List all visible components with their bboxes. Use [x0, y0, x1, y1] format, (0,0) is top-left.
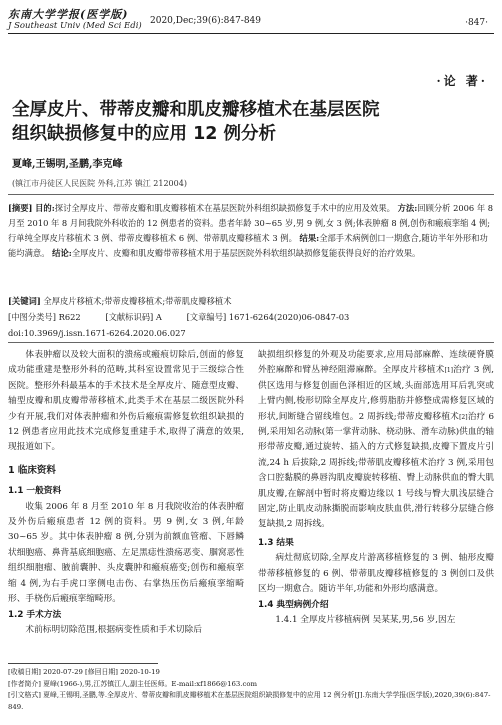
right-column [258, 348, 494, 628]
document-code: [文献标识码] A [105, 312, 162, 322]
methods-text-c: 治疗 6 例,采用知名动脉(第一掌背动脉、桡动脉、滑车动脉)供血的轴形带蒂皮瓣,通过旋转、插入的方式修复缺损,皮瓣下置皮片引流,24 h 后拔除,2 周拆线;带蒂肌皮瓣移植术治疗 3 例,采用包含口腔黏膜的鼻唇沟肌皮瓣旋转移植、臀上动脉供血的臀大肌肌皮瓣,在解剖中暂时将皮瓣边缘以 1 号线与臀大肌浅层缝合固定,防止肌皮动脉撕脱而影响皮肤血供,滑行转移分层缝合修复缺损,2 周拆线。 [258, 411, 494, 530]
subsection-heading-1-2: 1.2 手术方法 [8, 609, 62, 620]
keywords [8, 294, 494, 309]
classification [8, 311, 494, 323]
paragraph-1-2: 术前标明切除范围,根据病变性质和手术切除后 [25, 624, 202, 635]
footnote-rule [8, 663, 158, 664]
conclusion-label: 结论: [52, 248, 72, 258]
objective-text: 探讨全厚皮片、带蒂皮瓣和肌皮瓣移植术在基层医院外科组织缺损修复手术中的应用及效果。 [54, 203, 395, 213]
conclusion-text: 全厚皮片、皮瓣和肌皮瓣带蒂移植术用于基层医院外科软组织缺损修复能获得良好的治疗效果。 [71, 248, 421, 258]
footnote-author: [作者简介] 夏峰(1966-),男,江苏镇江人,副主任医师。E-mail:xf1866@163.com [8, 679, 258, 688]
citation-1[interactable]: [1] [444, 367, 453, 375]
journal-title-en: J Southeast Univ (Med Sci Edi) [8, 21, 142, 31]
keywords-text: 全厚皮片移植术;带蒂皮瓣移植术;带蒂肌皮瓣移植术 [43, 296, 232, 306]
doi[interactable]: doi:10.3969/j.issn.1671-6264.2020.06.027 [8, 328, 186, 338]
citation-2[interactable]: [2] [459, 413, 468, 421]
subsection-heading-1-3: 1.3 结果 [258, 537, 294, 548]
title-line-1: 全厚皮片、带蒂皮瓣和肌皮瓣移植术在基层医院 [12, 100, 380, 120]
objective-label: 目的: [35, 203, 55, 213]
footnote-dates: [收稿日期] 2020-07-29 [修回日期] 2020-10-19 [8, 668, 160, 676]
methods-text-b: 治疗 3 例,供区选用与修复创面色泽相近的区域,头面部选用耳后乳突或上臂内侧,梭形切除全厚皮片,修剪脂肪并修整成需修复区域的形状,间断缝合留线堆包。2 周拆线;带蒂皮瓣移植术 [258, 365, 495, 422]
abstract [8, 201, 494, 261]
abstract-rule-bottom [8, 342, 494, 343]
footnote-citation: [引文格式] 夏峰,王锡明,圣鹏,等.全厚皮片、带蒂皮瓣和肌皮瓣移植术在基层医院组织缺损修复中的应用 12 例分析[J].东南大学学报(医学版),2020,39(6):847-849. [8, 691, 491, 711]
method-label: 方法: [397, 203, 418, 213]
intro-paragraph: 体表肿瘤以及较大面积的溃疡或瘢痕切除后,创面的修复成功能重建是整形外科的范畴,其科室设置常见于三级综合性医院。整形外科最基本的手术技术是全厚皮片、随意型皮瓣、轴型皮瓣和肌皮瓣带蒂移植术,此类手术在基层二级医院外科少有开展,我们对体表肿瘤和外伤后瘢痕需修复软组织缺损的 12 例患者应用此技术完成修复重建手术,取得了满意的效果,现报道如下。 [8, 350, 244, 453]
article-title [12, 98, 492, 146]
page-number: ·847· [465, 18, 488, 28]
methods-text-a: 缺损组织修复的外观及功能要求,应用局部麻醉、连续硬脊膜外腔麻醉和臂丛神经阻滞麻醉。全厚皮片移植术 [258, 350, 494, 376]
journal-title-cn: 东南大学学报(医学版) [8, 8, 129, 21]
methods-paragraph [258, 348, 494, 533]
issue-info: 2020,Dec;39(6):847-849 [150, 16, 262, 26]
method-text: 回顾分析 2006 年 8 月至 2010 年 8 月间我院外科收治的 12 例患者的资料。患者年龄 30~65 岁,男 9 例,女 3 例;体表肿瘤 8 例,创伤和瘢痕挛缩 4 例;行单纯全厚皮片移植术 3 例、带蒂皮瓣移植术 6 例、带蒂肌皮瓣移植术 3 例。 [8, 203, 494, 243]
abstract-rule-top [8, 194, 494, 195]
section-label: ·论 著· [436, 74, 488, 88]
subsection-heading-1-4: 1.4 典型病例介绍 [258, 599, 329, 610]
authors: 夏峰,王锡明,圣鹏,李克峰 [12, 159, 123, 170]
paragraph-1-3: 病灶彻底切除,全厚皮片游离移植修复的 3 例、轴形皮瓣带蒂移植修复的 6 例、带蒂肌皮瓣移植修复的 3 例创口及供区均一期愈合。随访半年,功能和外形均感满意。 [258, 553, 494, 595]
abstract-label: [摘要] [8, 203, 33, 213]
subsection-heading-1-1: 1.1 一般资料 [8, 486, 62, 497]
keywords-label: [关键词] [8, 296, 41, 306]
footnotes [8, 667, 494, 713]
paragraph-1-1: 收集 2006 年 8 月至 2010 年 8 月我院收治的体表肿瘤及外伤后瘢痕患者 12 例的资料。男 9 例,女 3 例,年龄 30~65 岁。其中体表肿瘤 8 例,分别为前额血管瘤、下唇鳞状细胞癌、鼻背基底细胞癌、左足黑痣性溃疡恶变、腘窝恶性组织细胞瘤、腋前囊肿、头皮囊肿和瘢痕癌变;创伤和瘢痕挛缩 4 例,为右手虎口挛侧电击伤、右掌热压伤后瘢痕挛缩畸形、手桡伤后瘢痕挛缩畸形。 [8, 501, 244, 605]
article-number: [文章编号] 1671-6264(2020)06-0847-03 [186, 312, 350, 322]
result-text: 全部手术病例创口一期愈合,随访半年外形和功能均满意。 [8, 233, 488, 258]
title-line-2: 组织缺损修复中的应用 12 例分析 [12, 124, 277, 144]
left-column [8, 348, 244, 638]
clc-number: [中图分类号] R622 [8, 312, 81, 322]
paragraph-1-4-1: 1.4.1 全厚皮片移植病例 吴某某,男,56 岁,因左 [275, 614, 456, 625]
affiliation: (镇江市丹徒区人民医院 外科,江苏 镇江 212004) [12, 179, 187, 188]
section-heading-1: 1 临床资料 [8, 464, 56, 476]
header-rule [8, 33, 494, 34]
result-label: 结果: [299, 233, 320, 243]
